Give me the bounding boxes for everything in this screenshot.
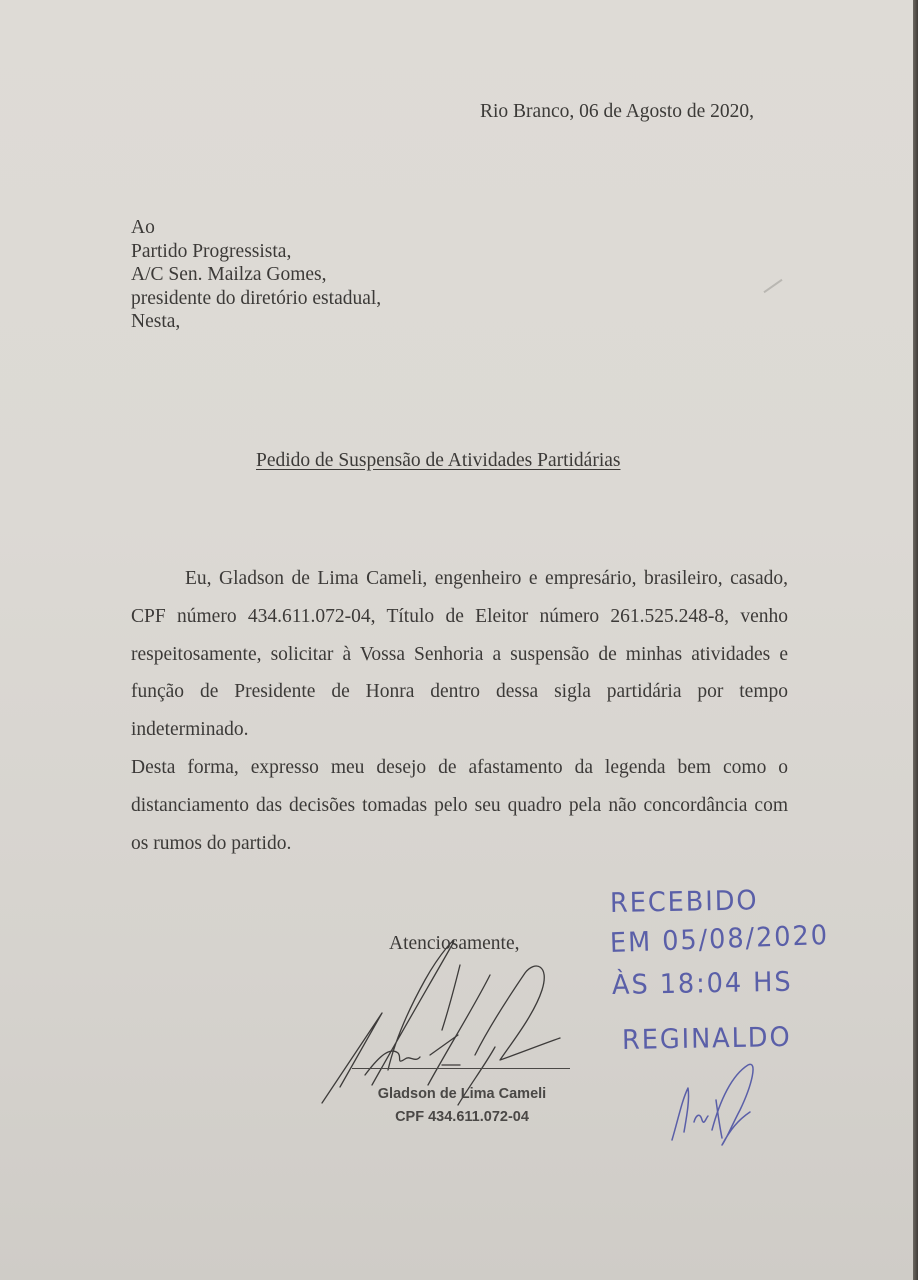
- recipient-line: A/C Sen. Mailza Gomes,: [131, 264, 327, 285]
- receipt-time: ÀS 18:04 HS: [611, 966, 793, 1001]
- signatory-block: [362, 1083, 562, 1129]
- signature-line: [352, 1068, 570, 1069]
- body-paragraph: Eu, Gladson de Lima Cameli, engenheiro e empresário, brasileiro, casado, CPF número 434.611.072-04, Título de Eleitor número 261.525.248-8, venho respeitosamente, solicitar à Vossa Senhoria a suspensão de minhas atividades e função de Presidente de Honra dentro dessa sigla partidária por tempo indeterminado.: [131, 568, 788, 741]
- place-date: Rio Branco, 06 de Agosto de 2020,: [480, 101, 755, 122]
- subject-title: Pedido de Suspensão de Atividades Partidárias: [256, 450, 621, 471]
- receiver-name: REGINALDO: [621, 1021, 792, 1056]
- receipt-stamp-handwritten: [600, 880, 890, 1150]
- paper-scuff-mark: [763, 279, 782, 293]
- receipt-date: EM 05/08/2020: [609, 919, 830, 959]
- recipient-block: [131, 216, 381, 334]
- recipient-line: Partido Progressista,: [131, 240, 292, 262]
- recipient-line: presidente do diretório estadual,: [131, 287, 382, 309]
- recipient-line: Ao: [131, 217, 155, 238]
- recipient-line: Nesta,: [131, 311, 181, 332]
- closing-salutation: Atenciosamente,: [389, 933, 520, 954]
- receiver-signature-icon: [660, 1060, 770, 1150]
- page-edge-shadow: [913, 0, 918, 1280]
- letter-body: [131, 560, 788, 862]
- body-paragraph: Desta forma, expresso meu desejo de afastamento da legenda bem como o distanciamento das decisões tomadas pelo seu quadro pela não concordância com os rumos do partido.: [131, 756, 788, 854]
- receipt-line: RECEBIDO: [609, 885, 759, 919]
- signatory-cpf: CPF 434.611.072-04: [395, 1109, 529, 1125]
- signatory-name: Gladson de Lima Cameli: [377, 1086, 547, 1102]
